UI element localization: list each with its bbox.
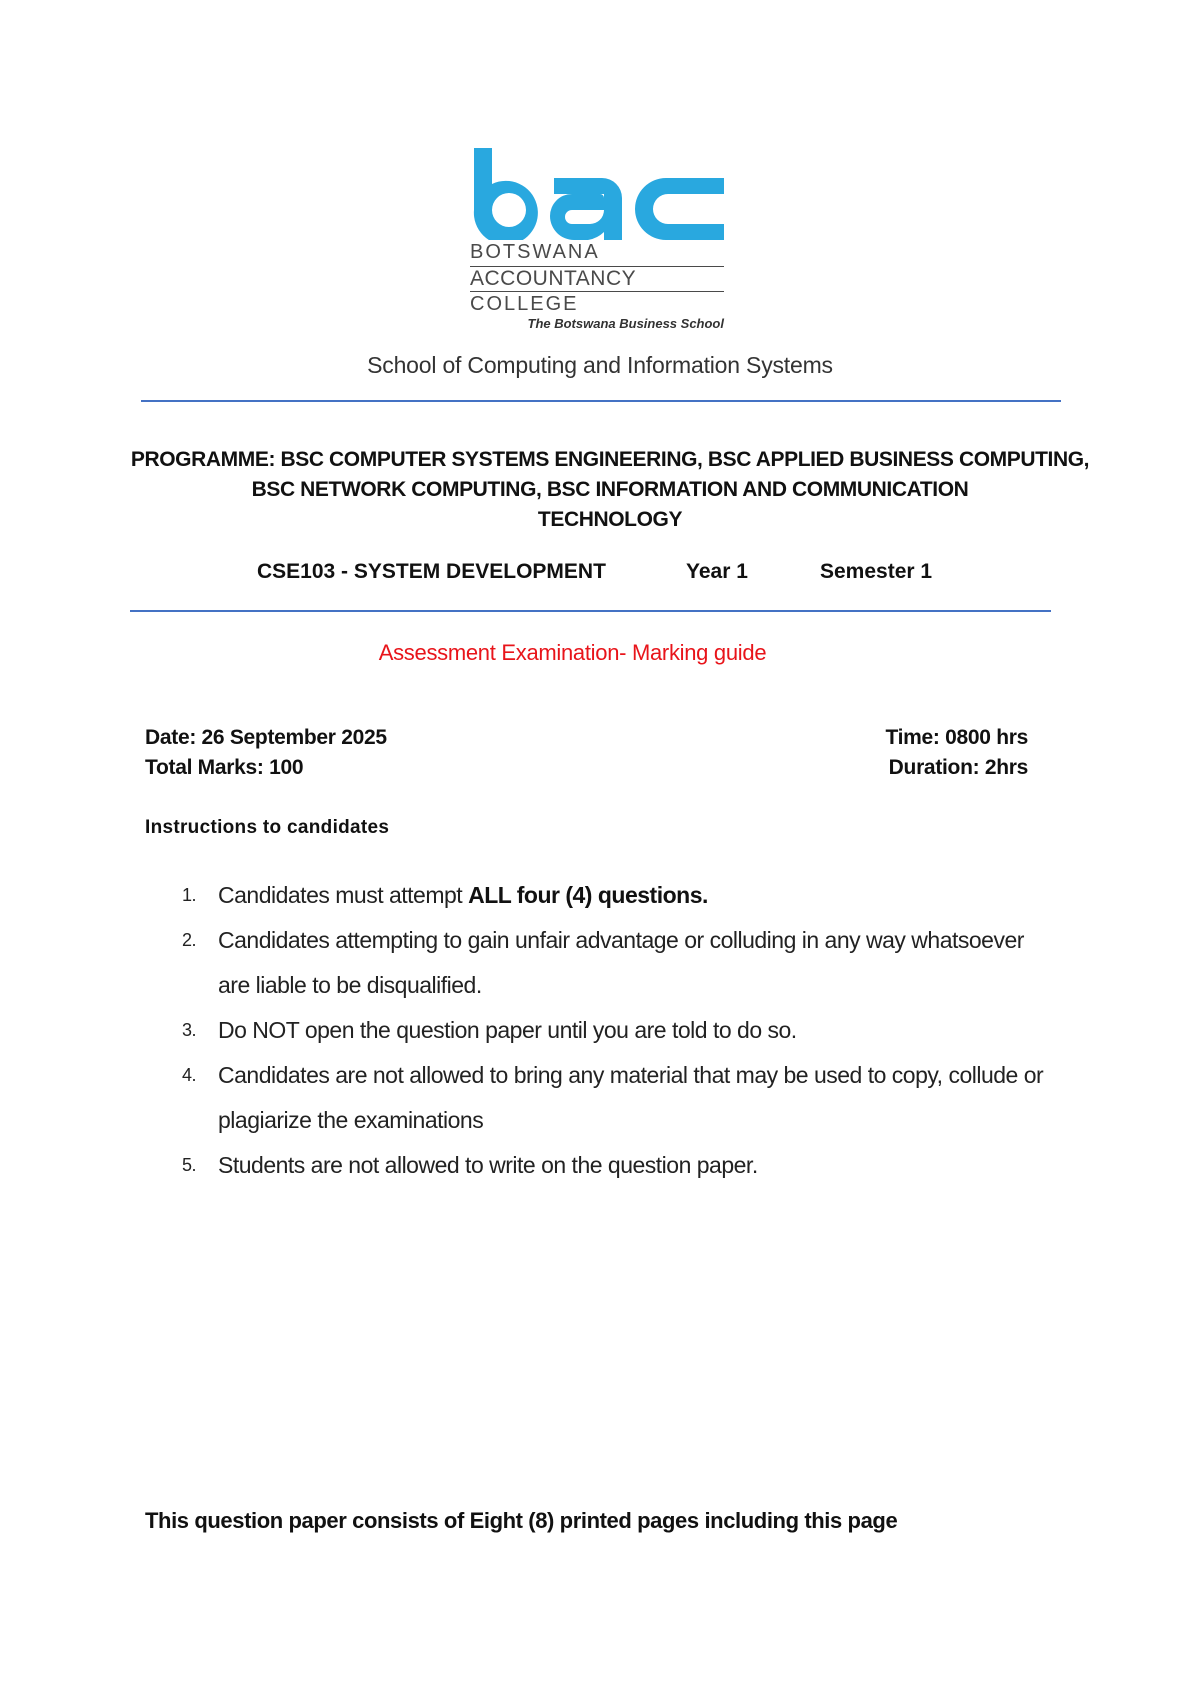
programme-line: TECHNOLOGY <box>537 508 683 531</box>
course-semester: Semester 1 <box>820 560 933 583</box>
logo-text-botswana: BOTSWANA <box>470 241 600 263</box>
assessment-title: Assessment Examination- Marking guide <box>378 640 767 665</box>
total-marks: Total Marks: 100 <box>145 756 304 779</box>
header-divider <box>141 400 1061 402</box>
instruction-number: 2. <box>182 930 197 950</box>
course-code-title: CSE103 - SYSTEM DEVELOPMENT <box>257 560 606 583</box>
instruction-text: Do NOT open the question paper until you are told to do so. <box>218 1017 797 1043</box>
instructions-title: Instructions to candidates <box>145 817 390 838</box>
instructions-list <box>170 873 1050 1188</box>
college-logo <box>470 148 724 334</box>
course-year: Year 1 <box>686 560 748 583</box>
exam-duration: Duration: 2hrs <box>888 756 1028 779</box>
instruction-number: 3. <box>182 1020 197 1040</box>
programme-line: PROGRAMME: BSC COMPUTER SYSTEMS ENGINEERING, BSC APPLIED BUSINESS COMPUTING, <box>130 448 1090 471</box>
instruction-item <box>170 1053 1050 1143</box>
logo-text-college: COLLEGE <box>470 293 579 315</box>
programme-block <box>120 445 1100 535</box>
instruction-text: Candidates attempting to gain unfair advantage or colluding in any way whatsoever are liable to be disqualified. <box>218 927 1024 998</box>
instruction-item <box>170 1143 1050 1188</box>
school-name: School of Computing and Information Systems <box>367 352 833 378</box>
programme-line: BSC NETWORK COMPUTING, BSC INFORMATION AND COMMUNICATION <box>251 478 969 501</box>
instruction-number: 4. <box>182 1065 197 1085</box>
instruction-number: 1. <box>182 885 197 905</box>
exam-date: Date: 26 September 2025 <box>145 726 387 749</box>
course-divider <box>130 610 1051 612</box>
bac-wordmark-icon <box>470 148 724 240</box>
instruction-item <box>170 1008 1050 1053</box>
instruction-text: Candidates are not allowed to bring any material that may be used to copy, collude or plagiarize the examinations <box>218 1062 1044 1133</box>
instruction-number: 5. <box>182 1155 197 1175</box>
instruction-item <box>170 918 1050 1008</box>
page-count-note: This question paper consists of Eight (8) printed pages including this page <box>145 1508 898 1533</box>
instruction-emphasis: ALL four (4) questions. <box>468 882 708 908</box>
logo-text-accountancy: ACCOUNTANCY <box>470 267 637 290</box>
instruction-text: Students are not allowed to write on the question paper. <box>218 1152 758 1178</box>
logo-divider <box>470 291 724 292</box>
logo-tagline: The Botswana Business School <box>527 316 724 331</box>
instruction-item <box>170 873 1050 918</box>
instruction-text: Candidates must attempt <box>218 882 469 908</box>
exam-time: Time: 0800 hrs <box>885 726 1028 749</box>
